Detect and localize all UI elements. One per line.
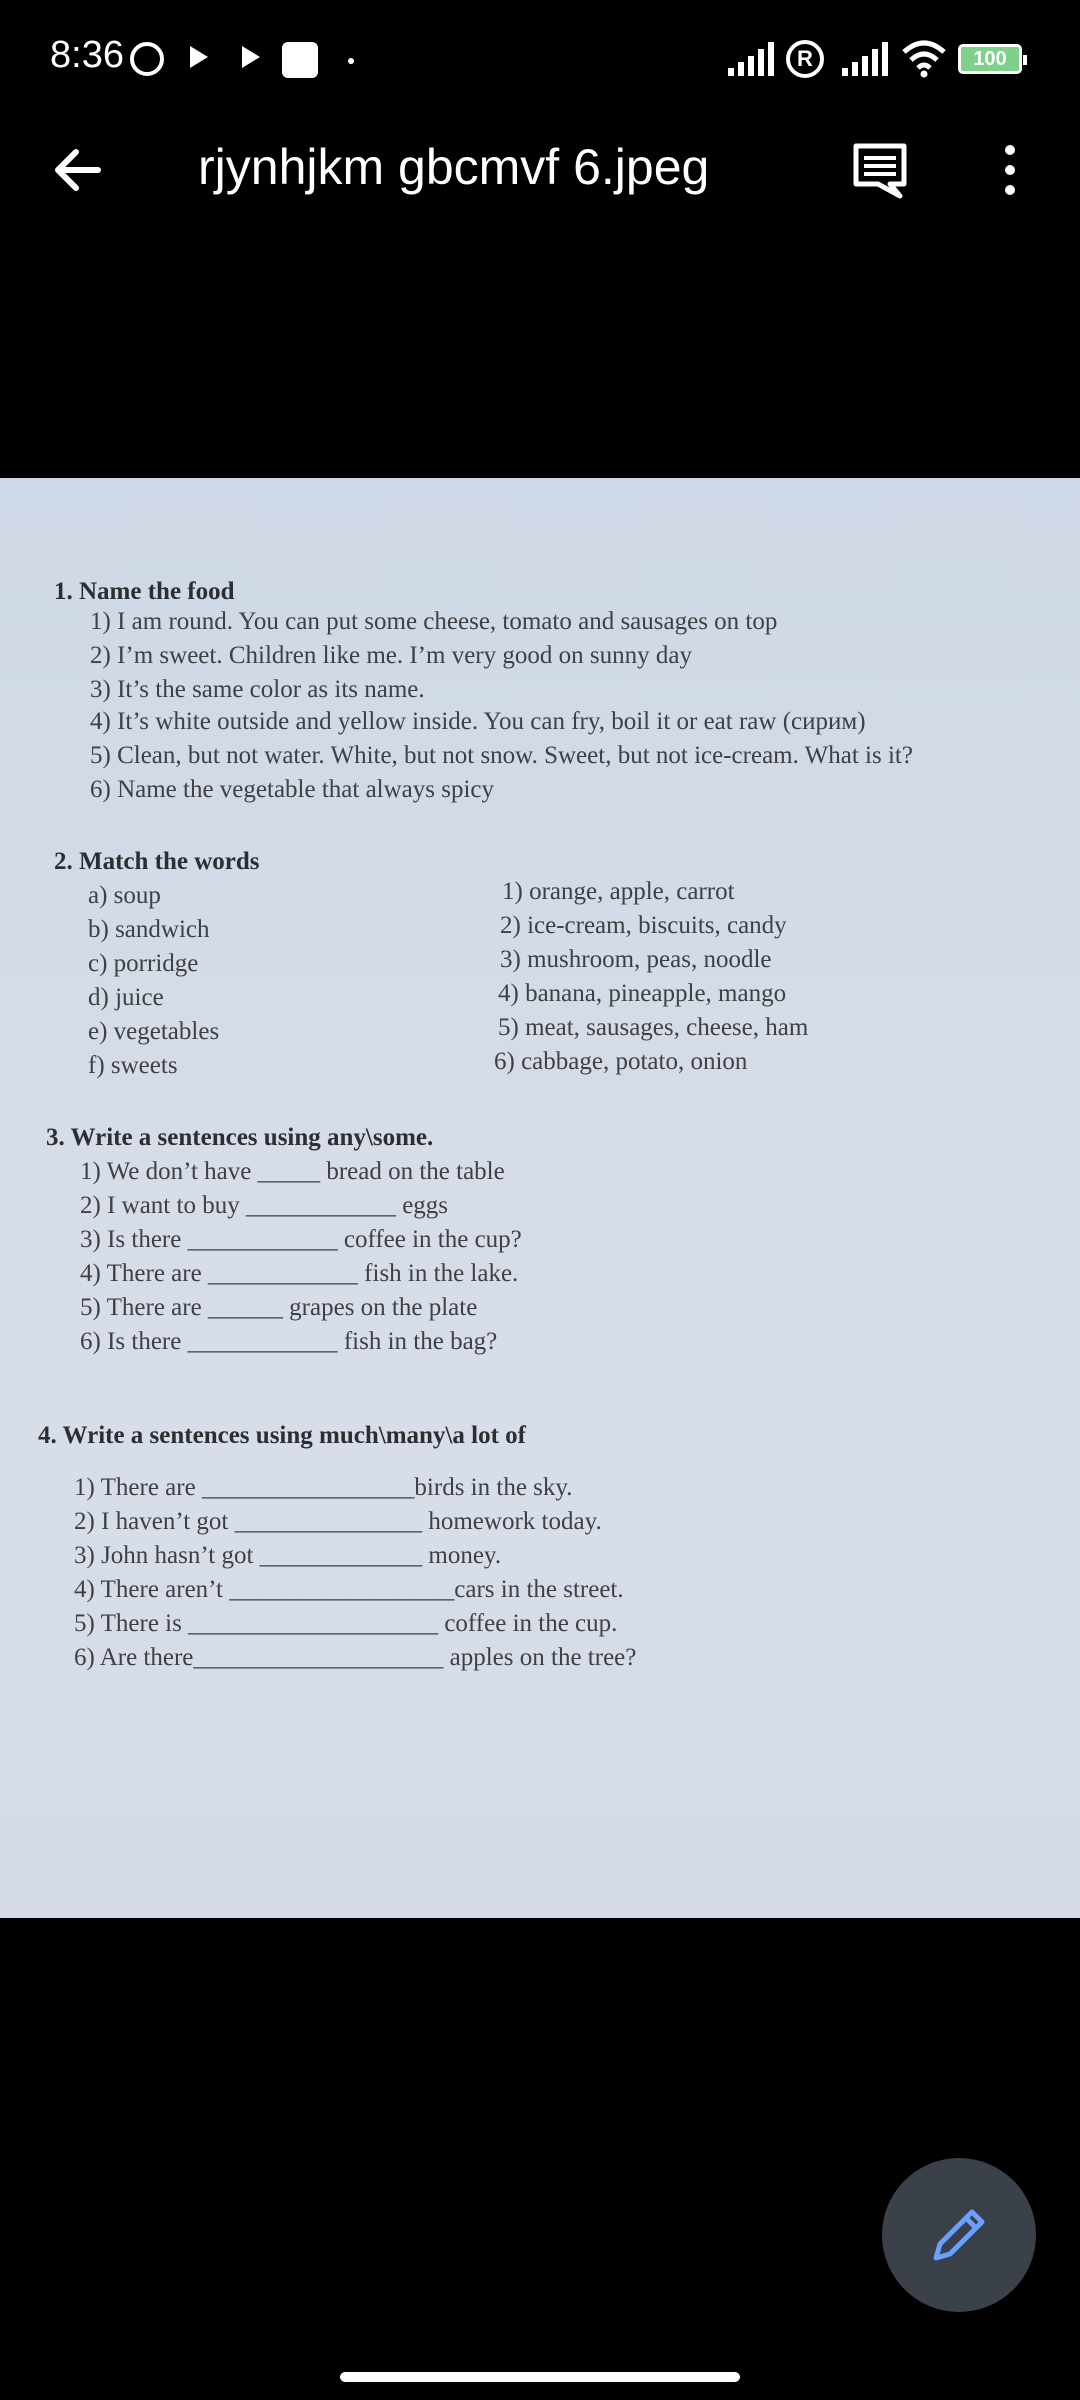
section-1-item: 1) I am round. You can put some cheese, tomato and sausages on top bbox=[90, 608, 778, 635]
comment-icon[interactable] bbox=[850, 140, 910, 200]
battery-icon: 100 bbox=[958, 44, 1022, 74]
pencil-icon bbox=[926, 2202, 992, 2268]
match-right-item: 3) mushroom, peas, noodle bbox=[500, 946, 772, 973]
signal-2-icon bbox=[842, 42, 888, 76]
match-right-item: 5) meat, sausages, cheese, ham bbox=[498, 1014, 809, 1041]
home-gesture-bar[interactable] bbox=[340, 2372, 740, 2382]
status-bar bbox=[0, 0, 1080, 120]
app-bar bbox=[0, 120, 1080, 220]
play-notification-icon-2 bbox=[242, 46, 260, 68]
signal-1-icon bbox=[728, 42, 774, 76]
alarm-icon bbox=[130, 42, 164, 76]
section-1-title: 1. Name the food bbox=[54, 578, 235, 605]
clock: 8:36 bbox=[50, 34, 124, 76]
section-1-item: 6) Name the vegetable that always spicy bbox=[90, 776, 495, 803]
section-4-item: 2) I haven’t got _______________ homework today. bbox=[74, 1508, 602, 1535]
section-3-item: 4) There are ____________ fish in the lake. bbox=[80, 1260, 519, 1287]
match-left-item: f) sweets bbox=[88, 1052, 178, 1079]
section-3-item: 5) There are ______ grapes on the plate bbox=[80, 1294, 478, 1321]
section-2-title: 2. Match the words bbox=[54, 848, 260, 875]
section-3-item: 2) I want to buy ____________ eggs bbox=[80, 1192, 449, 1219]
roaming-icon: R bbox=[786, 40, 824, 78]
match-right-item: 2) ice-cream, biscuits, candy bbox=[500, 912, 787, 939]
file-title: rjynhjkm gbcmvf 6.jpeg bbox=[198, 139, 710, 195]
section-3-item: 1) We don’t have _____ bread on the table bbox=[80, 1158, 505, 1185]
more-options-icon[interactable] bbox=[990, 140, 1030, 200]
edit-button[interactable] bbox=[882, 2158, 1036, 2312]
section-4-item: 6) Are there____________________ apples on the tree? bbox=[74, 1644, 637, 1671]
back-arrow-icon[interactable] bbox=[48, 140, 108, 200]
wifi-icon bbox=[900, 40, 948, 78]
section-3-item: 6) Is there ____________ fish in the bag? bbox=[80, 1328, 498, 1355]
match-right-item: 4) banana, pineapple, mango bbox=[498, 980, 787, 1007]
match-left-item: d) juice bbox=[88, 984, 164, 1011]
section-4-item: 5) There is ____________________ coffee in the cup. bbox=[74, 1610, 618, 1637]
section-3-item: 3) Is there ____________ coffee in the cup? bbox=[80, 1226, 522, 1253]
section-3-title: 3. Write a sentences using any\some. bbox=[46, 1124, 434, 1151]
more-notifications-dot-icon bbox=[348, 58, 354, 64]
app-notification-icon bbox=[282, 42, 318, 78]
section-4-item: 1) There are _________________birds in the sky. bbox=[74, 1474, 573, 1501]
section-4-item: 4) There aren’t __________________cars in the street. bbox=[74, 1576, 624, 1603]
play-notification-icon bbox=[190, 46, 208, 68]
match-left-item: e) vegetables bbox=[88, 1018, 220, 1045]
match-left-item: c) porridge bbox=[88, 950, 199, 977]
match-left-item: b) sandwich bbox=[88, 916, 210, 943]
section-1-item: 2) I’m sweet. Children like me. I’m very good on sunny day bbox=[90, 642, 692, 669]
section-4-title: 4. Write a sentences using much\many\a lot of bbox=[38, 1422, 526, 1449]
match-right-item: 1) orange, apple, carrot bbox=[502, 878, 735, 905]
document-image[interactable] bbox=[0, 478, 1080, 1918]
match-right-item: 6) cabbage, potato, onion bbox=[494, 1048, 748, 1075]
section-1-item: 4) It’s white outside and yellow inside. You can fry, boil it or eat raw (сирим) bbox=[90, 708, 866, 735]
section-4-item: 3) John hasn’t got _____________ money. bbox=[74, 1542, 502, 1569]
match-left-item: a) soup bbox=[88, 882, 161, 909]
section-1-item: 3) It’s the same color as its name. bbox=[90, 676, 425, 703]
section-1-item: 5) Clean, but not water. White, but not snow. Sweet, but not ice-cream. What is it? bbox=[90, 742, 913, 769]
